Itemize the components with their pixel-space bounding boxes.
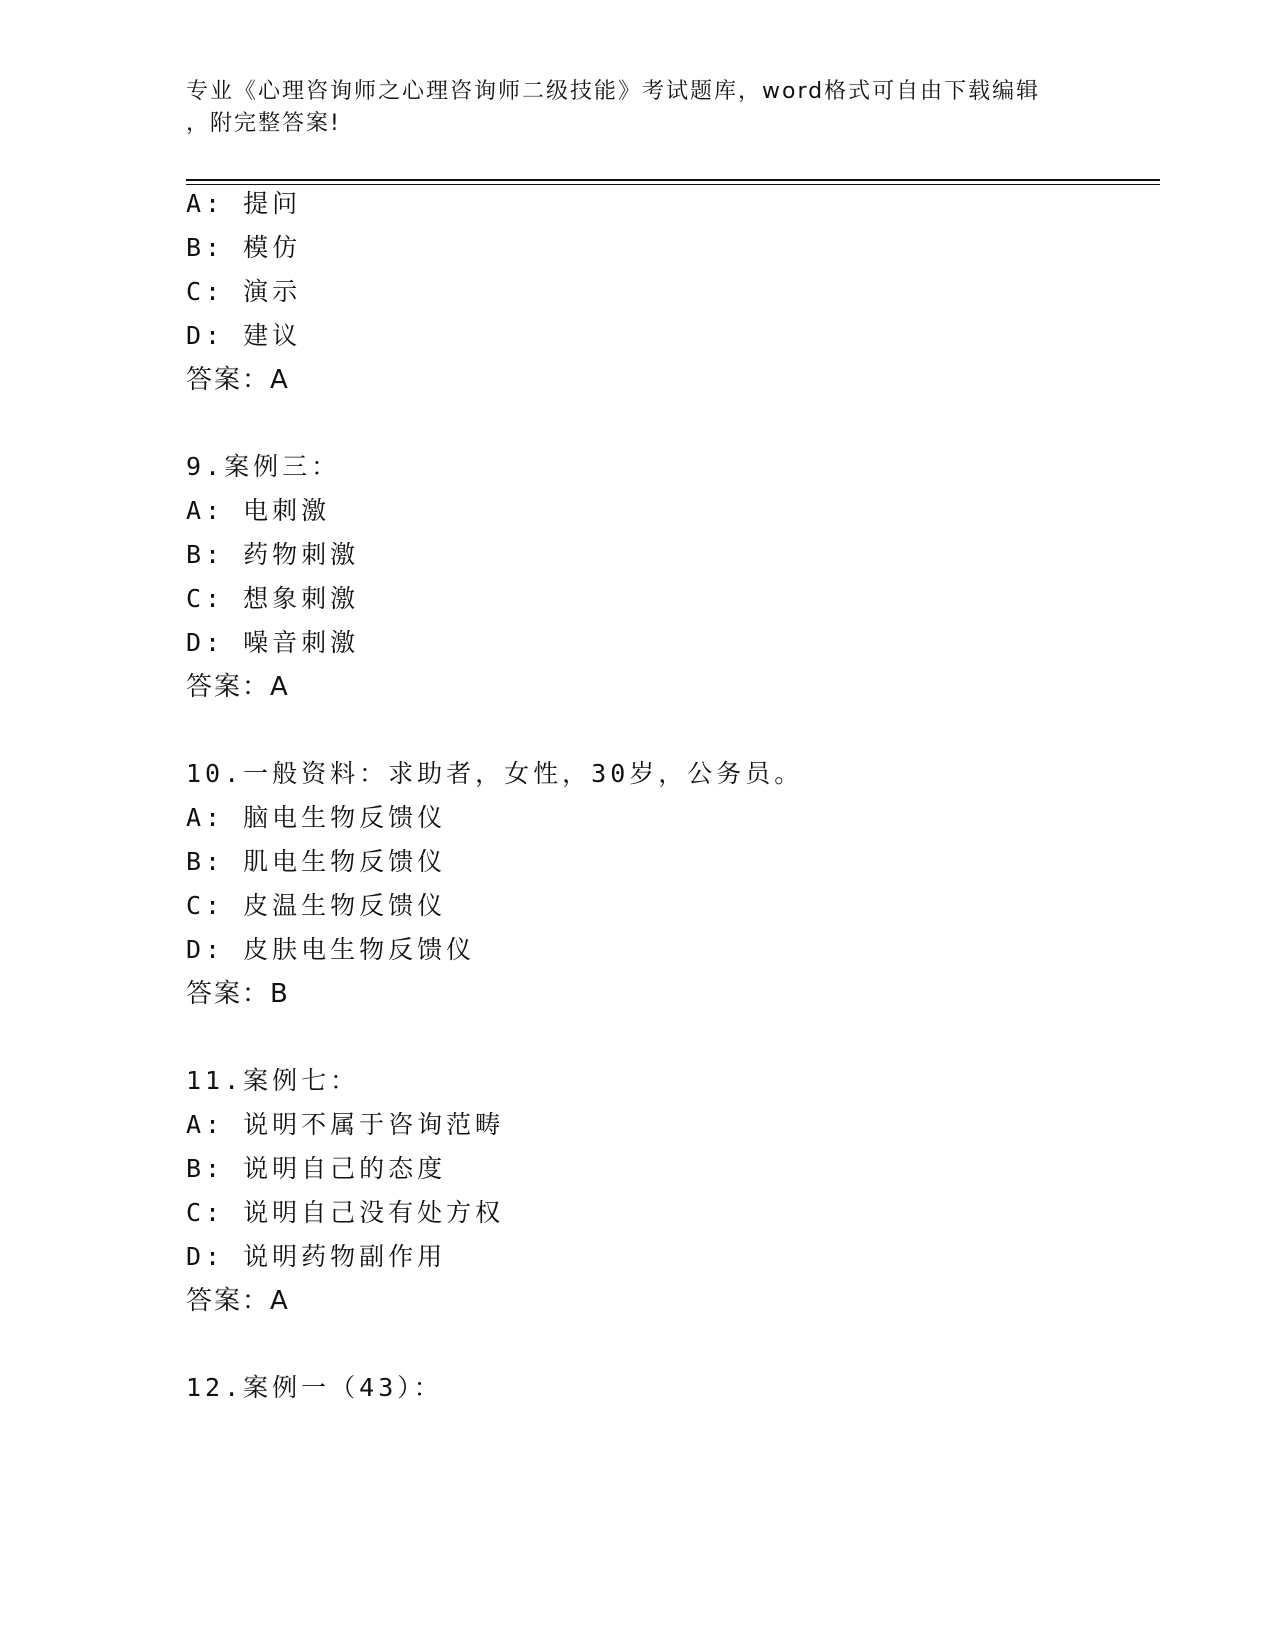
q10-option-c: C: 皮温生物反馈仪 (186, 891, 447, 920)
q9-option-b: B: 药物刺激 (186, 540, 360, 569)
q10-option-d: D: 皮肤电生物反馈仪 (186, 935, 476, 964)
q11-title: 11.案例七： (186, 1066, 360, 1095)
q9-answer: 答案：A (186, 672, 290, 702)
q11-option-c: C: 说明自己没有处方权 (186, 1198, 505, 1227)
q8-option-b: B: 模仿 (186, 233, 302, 262)
header-line-1: 专业《心理咨询师之心理咨询师二级技能》考试题库，word格式可自由下载编辑 (186, 79, 1041, 104)
q8-answer: 答案：A (186, 365, 290, 395)
q9-option-a: A: 电刺激 (186, 496, 331, 525)
q11-option-b: B: 说明自己的态度 (186, 1154, 447, 1183)
q8-option-a: A: 提问 (186, 189, 302, 218)
q11-option-d: D: 说明药物副作用 (186, 1242, 447, 1271)
q10-option-a: A: 脑电生物反馈仪 (186, 803, 447, 832)
q12-title: 12.案例一（43）： (186, 1373, 443, 1402)
header-line-2: ，附完整答案! (186, 111, 341, 136)
q9-option-c: C: 想象刺激 (186, 584, 360, 613)
document-header (186, 76, 1086, 140)
q8-option-c: C: 演示 (186, 277, 302, 306)
q11-option-a: A: 说明不属于咨询范畴 (186, 1110, 505, 1139)
q10-title: 10.一般资料：求助者，女性，30岁，公务员。 (186, 759, 804, 788)
q9-title: 9.案例三： (186, 452, 341, 481)
q11-answer: 答案：A (186, 1286, 290, 1316)
header-divider-thick (186, 179, 1160, 181)
q10-option-b: B: 肌电生物反馈仪 (186, 847, 447, 876)
q9-option-d: D: 噪音刺激 (186, 628, 360, 657)
q10-answer: 答案：B (186, 979, 290, 1009)
q8-option-d: D: 建议 (186, 321, 302, 350)
header-divider-thin (186, 184, 1160, 185)
